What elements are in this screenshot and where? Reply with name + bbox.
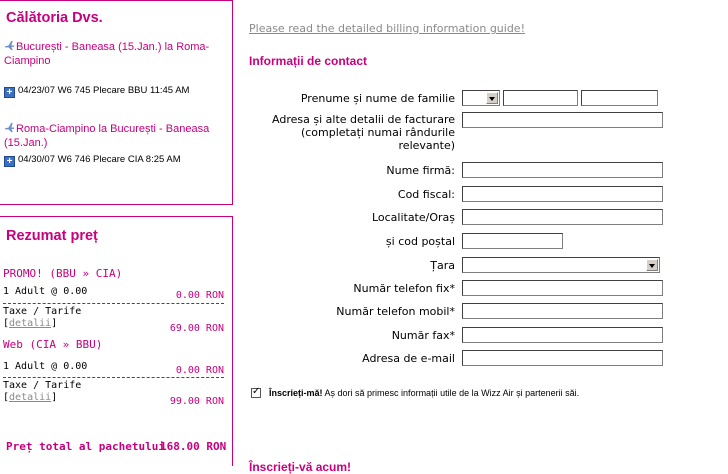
newsletter-optin <box>251 388 579 398</box>
tax-row: Taxe / Tarife [detalii] <box>3 306 82 329</box>
details-link[interactable]: detalii <box>9 392 52 403</box>
fax-label: Număr fax* <box>391 329 455 342</box>
price-title: Rezumat preț <box>6 228 98 244</box>
city-label: Localitate/Oraș <box>371 211 455 224</box>
newsletter-checkbox[interactable] <box>251 388 261 398</box>
contact-section-title: Informații de contact <box>249 54 368 68</box>
expand-return-icon[interactable]: + <box>4 156 15 167</box>
postal-label: și cod poștal <box>385 235 455 248</box>
company-input[interactable] <box>462 162 663 178</box>
tax-code-input[interactable] <box>462 186 663 202</box>
tax-amount: 99.00 RON <box>169 396 224 407</box>
address-label: Adresa și alte detalii de facturare (completați numai rândurile relevante) <box>272 113 455 152</box>
email-label: Adresa de e-mail <box>362 352 455 365</box>
return-flight <box>4 154 181 167</box>
chevron-down-icon[interactable] <box>646 259 658 271</box>
city-input[interactable] <box>462 209 663 225</box>
fare-label: 1 Adult @ 0.00 <box>3 286 88 297</box>
phone-input[interactable] <box>462 280 663 296</box>
fax-input[interactable] <box>462 327 663 343</box>
outbound-flight-details: 04/23/07 W6 745 Plecare BBU 11:45 AM <box>18 85 190 96</box>
fare-amount: 0.00 RON <box>175 365 224 376</box>
return-route-text: Roma-Ciampino la București - Baneasa (15.Jan.) <box>4 123 210 149</box>
first-name-input[interactable] <box>503 90 578 106</box>
address-input[interactable] <box>462 112 663 128</box>
tax-amount: 69.00 RON <box>169 323 224 334</box>
details-link[interactable]: detalii <box>9 318 52 329</box>
chevron-down-icon[interactable] <box>486 92 498 104</box>
billing-guide-link[interactable]: Please read the detailed billing information guide! <box>249 22 525 35</box>
trip-title: Călătoria Dvs. <box>6 10 103 26</box>
country-label: Țara <box>430 259 455 272</box>
outbound-flight <box>4 85 189 98</box>
newsletter-text: Aș dori să primesc informații utile de la Wizz Air și partenerii săi. <box>322 388 580 398</box>
name-label: Prenume și nume de familie <box>300 92 455 105</box>
last-name-input[interactable] <box>581 90 658 106</box>
divider <box>3 377 224 378</box>
segment-title: PROMO! (BBU » CIA) <box>3 267 123 280</box>
email-input[interactable] <box>462 350 663 366</box>
postal-input[interactable] <box>462 233 563 249</box>
outbound-route-text: București - Baneasa (15.Jan.) la Roma-Ciampino <box>4 41 210 67</box>
airplane-icon <box>4 40 15 51</box>
tax-label: Taxe / Tarife <box>3 380 82 391</box>
segment-title: Web (CIA » BBU) <box>3 338 103 351</box>
phone-label: Număr telefon fix* <box>353 282 455 295</box>
airplane-icon <box>4 122 15 133</box>
title-select[interactable] <box>462 90 500 106</box>
expand-outbound-icon[interactable]: + <box>4 87 15 98</box>
divider <box>3 303 224 304</box>
mobile-input[interactable] <box>462 303 663 319</box>
signup-section-title: Înscrieți-vă acum! <box>249 460 352 474</box>
country-select[interactable] <box>462 257 660 273</box>
return-flight-details: 04/30/07 W6 746 Plecare CIA 8:25 AM <box>18 154 181 165</box>
tax-label: Taxe / Tarife <box>3 306 82 317</box>
newsletter-bold: Înscrieți-mă! <box>269 388 323 398</box>
price-summary-box <box>0 216 233 466</box>
total-label: Preț total al pachetului <box>6 440 165 453</box>
total-amount: 168.00 RON <box>160 440 227 453</box>
trip-summary-box <box>0 0 233 205</box>
fare-amount: 0.00 RON <box>175 290 224 301</box>
tax-row: Taxe / Tarife [detalii] <box>3 380 82 403</box>
outbound-route <box>4 40 226 68</box>
company-label: Nume firmă: <box>386 164 455 177</box>
mobile-label: Număr telefon mobil* <box>336 305 455 318</box>
tax-code-label: Cod fiscal: <box>397 188 455 201</box>
return-route <box>4 122 226 150</box>
fare-label: 1 Adult @ 0.00 <box>3 361 88 372</box>
